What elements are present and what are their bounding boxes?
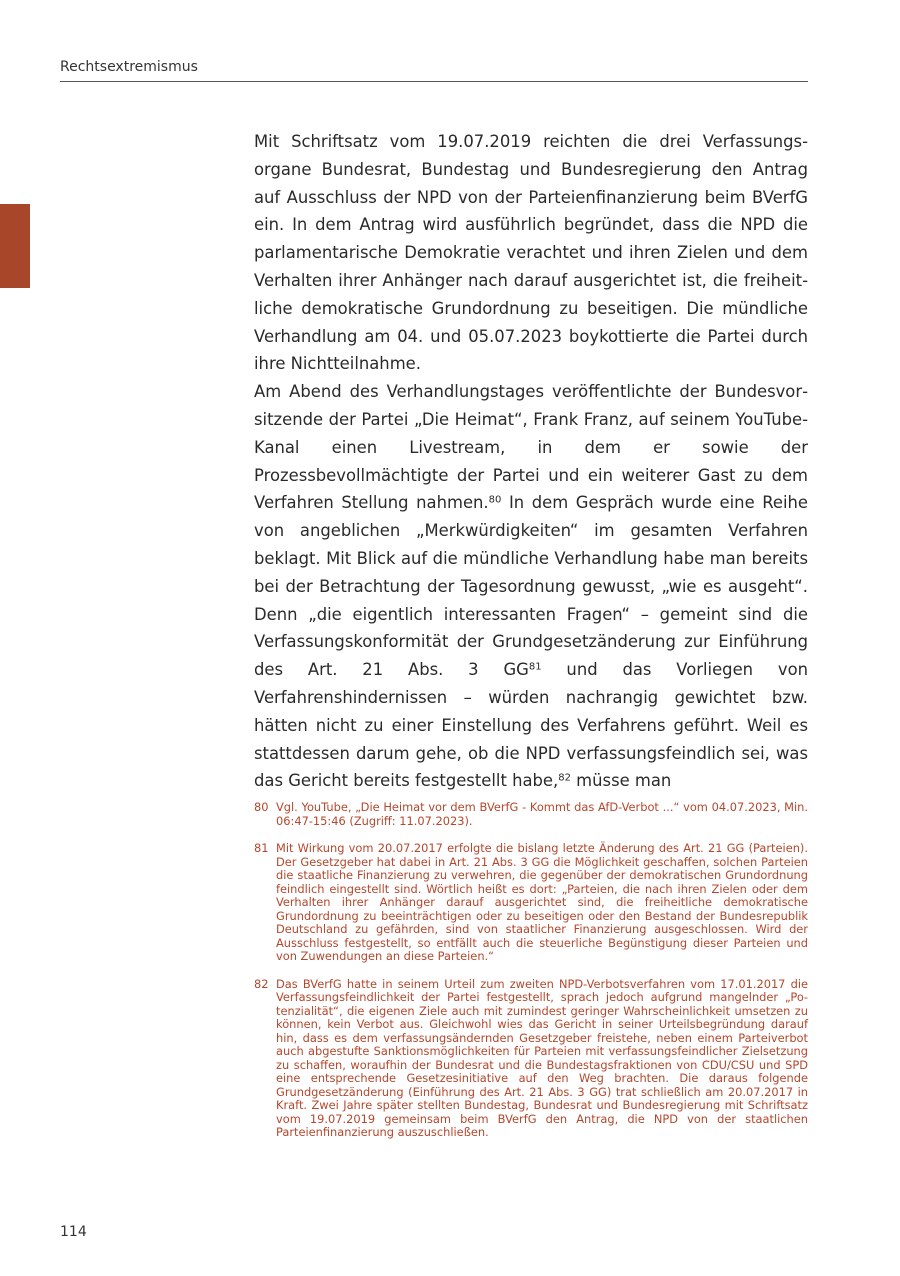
footnote [254,801,808,828]
footnotes [254,801,808,1154]
footnote-text: Vgl. YouTube, „Die Heimat vor dem BVerfG - Kommt das AfD-Verbot ...“ vom 04.07.2023, Min. 06:47-15:46 (Zugriff: 11.07.2023). [276,800,808,828]
footnote-reference[interactable]: 82 [558,772,571,784]
main-text [254,128,808,795]
footnote-reference[interactable]: 81 [528,661,542,673]
footnote-number: 80 [254,800,269,814]
footnote-number: 81 [254,841,269,855]
footnote-reference[interactable]: 80 [488,494,502,506]
paragraph: Am Abend des Verhandlungstages veröffentlichte der Bundesvorsitzende der Partei „Die Heimat“, Frank Franz, auf seinem YouTube-Kanal einen Livestream, in dem er sowie der Prozessbevollmächtigte der Partei und ein weiterer Gast zu dem Verfahren Stellung nahmen.$^{80}$ In dem Gespräch wurde eine Reihe von angeblichen „Merkwürdigkeiten“ im gesamten Verfahren beklagt. Mit Blick auf die mündliche Verhandlung habe man bereits bei der Betrachtung der Tagesordnung gewusst, „wie es ausgeht“. Denn „die eigentlich interessanten Fragen“ – gemeint sind die Verfassungskonformität der Grundgesetzänderung zur Einführung des Art. 21 Abs. 3 GG$^{81}$ und das Vorliegen von Verfahrenshindernissen – würden nachrangig gewichtet bzw. hätten nicht zu einer Einstellung des Verfahrens geführt. Weil es stattdessen darum gehe, ob die NPD verfassungsfeindlich sei, was das Gericht bereits festgestellt habe,$^{82}$ müsse man [254,382,808,791]
paragraph: Mit Schriftsatz vom 19.07.2019 reichten die drei Verfassungsorgane Bundesrat, Bundestag und Bundesregierung den Antrag auf Ausschluss der NPD von der Parteienfinanzierung beim BVerfG ein. In dem Antrag wird ausführlich begründet, dass die NPD die parlamentarische Demokratie verachtet und ihren Zielen und dem Verhalten ihrer Anhänger nach darauf ausgerichtet ist, die freiheitliche demokratische Grundordnung zu beseitigen. Die mündliche Verhandlung am 04. und 05.07.2023 boykottierte die Partei durch ihre Nichtteilnahme. [254,132,808,374]
chapter-side-marker [0,204,30,288]
footnote-text: Das BVerfG hatte in seinem Urteil zum zweiten NPD-Verbotsverfahren vom 17.01.2017 die Verfassungsfeindlichkeit der Partei festgestellt, sprach jedoch aufgrund mangelnder „Potenzialität“, die eigenen Ziele auch mit zumindest geringer Wahrscheinlichkeit umsetzen zu können, kein Verbot aus. Gleichwohl wies das Gericht in seiner Urteilsbegründung darauf hin, dass es dem verfassungsändernden Gesetzgeber freistehe, neben einem Parteiverbot auch abgestufte Sanktionsmöglichkeiten für Parteien mit verfassungsfeindlicher Zielsetzung zu schaffen, woraufhin der Bundesrat und die Bundestagsfraktionen von CDU/CSU und SPD eine entsprechende Gesetzesinitiative auf den Weg brachten. Die daraus folgende Grundgesetzänderung (Einführung des Art. 21 Abs. 3 GG) trat schließlich am 20.07.2017 in Kraft. Zwei Jahre später stellten Bundestag, Bundesrat und Bundesregierung mit Schriftsatz vom 19.07.2019 gemeinsam beim BVerfG den Antrag, die NPD von der staatlichen Parteienfinanzierung auszuschließen. [276,976,808,1139]
running-header: Rechtsextremismus [60,59,808,82]
footnote-number: 82 [254,976,269,991]
footnote [254,978,808,1140]
page-number: 114 [60,1224,87,1240]
footnote [254,842,808,964]
footnote-text: Mit Wirkung vom 20.07.2017 erfolgte die bislang letzte Änderung des Art. 21 GG (Parteien). Der Gesetzgeber hat dabei in Art. 21 Abs. 3 GG die Möglichkeit geschaffen, solchen Parteien die staatliche Finanzierung zu verwehren, die gegenüber der demokratischen Grundordnung feindlich eingestellt sind. Wörtlich heißt es dort: „Parteien, die nach ihren Zielen oder dem Verhalten ihrer Anhänger darauf ausgerichtet sind, die freiheitliche demokratische Grundordnung zu beeinträchtigen oder zu beseitigen oder den Bestand der Bundesrepublik Deutschland zu gefährden, sind von staatlicher Finanzierung ausgeschlossen. Wird der Ausschluss festgestellt, so entfällt auch die steuerliche Begünstigung dieser Parteien und von Zuwendungen an diese Parteien.“ [276,841,808,963]
